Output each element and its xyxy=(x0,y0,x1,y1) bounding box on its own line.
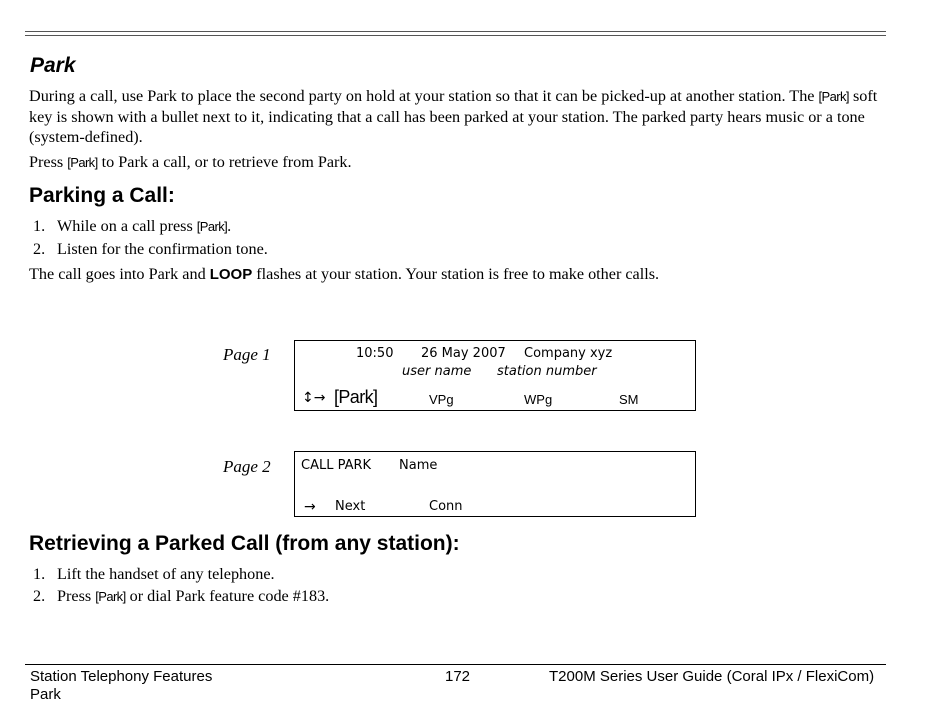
display-company: Company xyz xyxy=(524,346,613,361)
loop-label: LOOP xyxy=(209,266,253,283)
parking-result: The call goes into Park and LOOP flashes at your station. Your station is free to make other calls. xyxy=(29,265,660,283)
header-rule-top xyxy=(25,31,886,32)
retrieving-steps xyxy=(33,563,329,608)
wpg-softkey[interactable]: WPg xyxy=(524,392,553,407)
list-item: 2. Press [Park] or dial Park feature code #183. xyxy=(33,587,330,605)
header-rule-bottom xyxy=(25,35,886,36)
list-item: 1. Lift the handset of any telephone. xyxy=(33,565,275,583)
list-item: 2. Listen for the confirmation tone. xyxy=(33,240,268,258)
list-item: 1. While on a call press [Park]. xyxy=(33,217,232,235)
park-softkey-ref: [Park] xyxy=(196,219,228,234)
next-softkey[interactable]: Next xyxy=(335,499,366,514)
sm-softkey[interactable]: SM xyxy=(619,392,639,407)
footer-section: Park xyxy=(30,686,61,703)
parking-heading: Parking a Call: xyxy=(29,184,175,207)
park-softkey-ref: [Park] xyxy=(67,155,98,170)
display-station-number: station number xyxy=(497,364,597,379)
parking-steps xyxy=(33,215,268,260)
arrow-right-icon: → xyxy=(304,499,316,515)
display-page1 xyxy=(294,340,696,411)
page1-label: Page 1 xyxy=(223,345,271,364)
display-date: 26 May 2007 xyxy=(421,346,506,361)
display-time: 10:50 xyxy=(356,346,394,361)
display-page2 xyxy=(294,451,696,517)
press-paragraph: Press [Park] to Park a call, or to retrieve from Park. xyxy=(29,153,352,171)
park-softkey[interactable]: [Park] xyxy=(334,387,378,407)
footer-rule xyxy=(25,664,886,665)
park-softkey-ref: [Park] xyxy=(818,89,849,104)
scroll-arrows-icon: ↕→ xyxy=(302,390,326,406)
section-title: Park xyxy=(30,54,76,77)
display-name: Name xyxy=(399,458,438,473)
park-softkey-ref: [Park] xyxy=(95,589,126,604)
page2-label: Page 2 xyxy=(223,457,271,476)
footer-guide-title: T200M Series User Guide (Coral IPx / FlexiCom) xyxy=(549,668,875,685)
conn-softkey[interactable]: Conn xyxy=(429,499,463,514)
page-number: 172 xyxy=(445,668,471,685)
intro-paragraph: During a call, use Park to place the second party on hold at your station so that it can be picked-up at another station. The [Park] soft key is shown with a bullet next to it, indicating that a call has been parked at your station. The parked party hears music or a tone (system-defined). xyxy=(29,87,878,146)
display-call-park-title: CALL PARK xyxy=(301,458,372,473)
vpg-softkey[interactable]: VPg xyxy=(429,392,454,407)
display-user-name: user name xyxy=(402,364,472,379)
retrieving-heading: Retrieving a Parked Call (from any station): xyxy=(29,532,460,555)
footer-chapter: Station Telephony Features xyxy=(30,668,213,685)
